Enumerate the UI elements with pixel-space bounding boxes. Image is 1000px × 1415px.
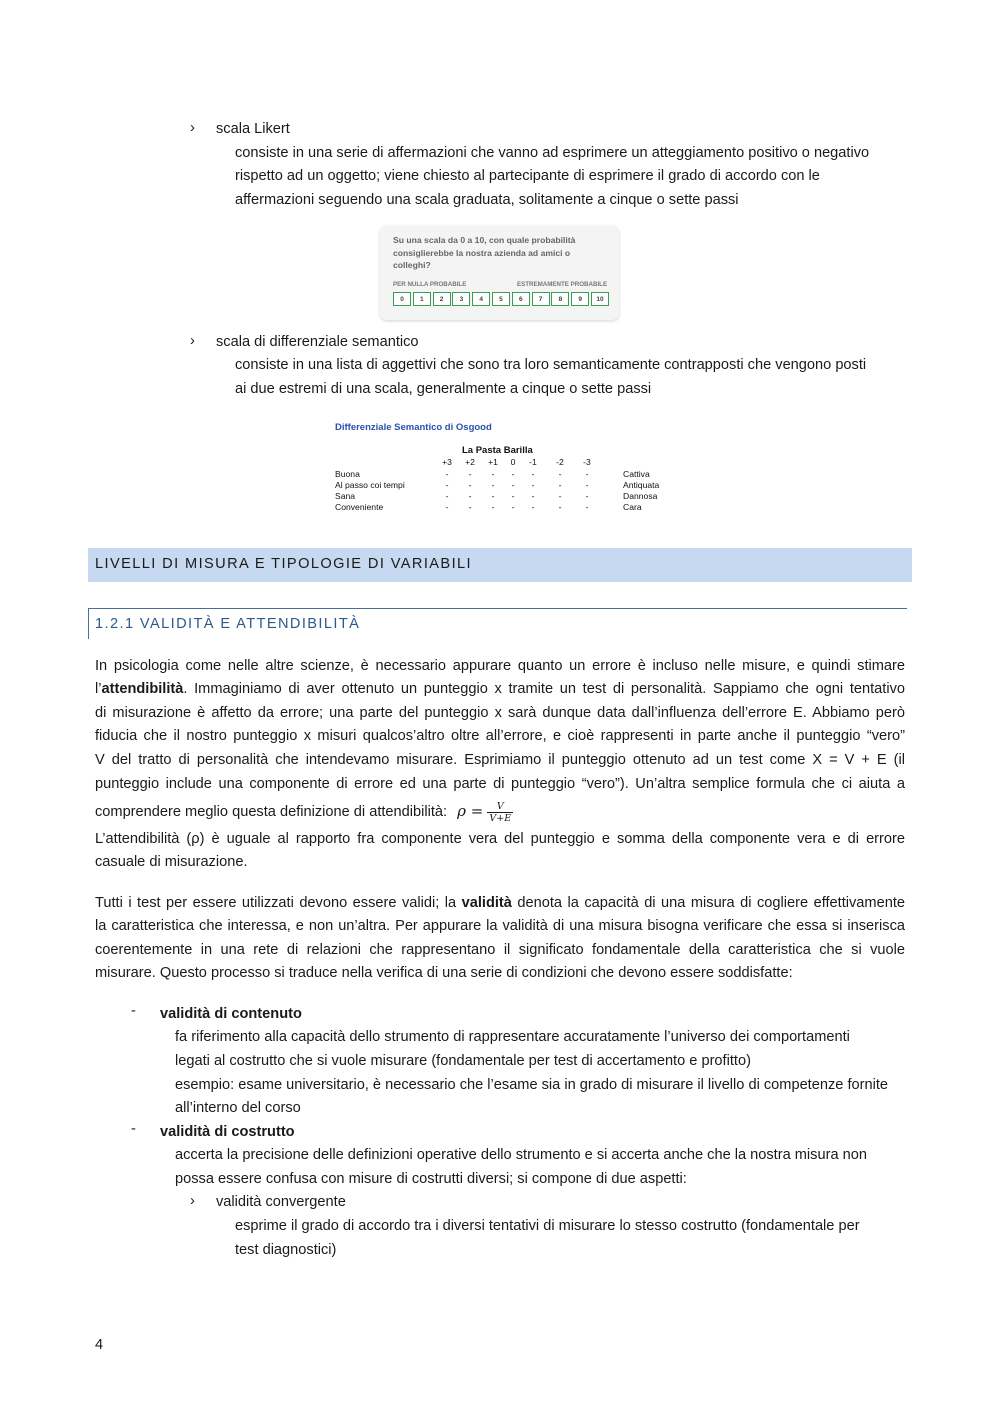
bullet-content: - (131, 1003, 136, 1019)
osgood-scale-label: 0 (510, 457, 516, 467)
osgood-left-adjective: Sana (335, 491, 356, 501)
osgood-scale-point: - (491, 491, 495, 501)
osgood-scale-point: - (468, 502, 472, 512)
likert-scale-cell: 0 (393, 292, 411, 306)
osgood-scale-point: - (491, 502, 495, 512)
osgood-scale-point: - (511, 480, 515, 490)
osgood-scale-point: - (531, 491, 535, 501)
osgood-figure (335, 422, 675, 517)
subsection-heading: 1.2.1 VALIDITÀ E ATTENDIBILITÀ (95, 616, 361, 632)
osgood-scale-label: +1 (488, 457, 498, 467)
likert-scale-cell: 9 (571, 292, 589, 306)
osgood-scale-point: - (531, 502, 535, 512)
osgood-title: Differenziale Semantico di Osgood (335, 422, 492, 433)
osgood-scale-label: -2 (556, 457, 564, 467)
para1-line-9: casuale di misurazione. (95, 854, 248, 870)
osgood-scale-point: - (491, 469, 495, 479)
likert-figure (380, 226, 619, 320)
para2-line-2: la caratteristica che interessa, e non un’altra. Per appurare la validità di una misura bisogna verificare che essa si inserisca (95, 918, 905, 934)
content-line-3: esempio: esame universitario, è necessario che l’esame sia in grado di misurare il livello di competenze fornite (175, 1077, 888, 1093)
content-line-2: legati al costrutto che si vuole misurare (fondamentale per test di accertamento e profitto) (175, 1053, 751, 1069)
para2-l1-pre: Tutti i test per essere utilizzati devono essere validi; la (95, 895, 462, 911)
likert-scale-cell: 5 (492, 292, 510, 306)
bullet-construct: - (131, 1121, 136, 1137)
osgood-left-adjective: Buona (335, 469, 360, 479)
osgood-scale-point: - (445, 480, 449, 490)
osgood-scale-point: - (511, 469, 515, 479)
osgood-scale-point: - (585, 480, 589, 490)
osgood-scale-point: - (468, 491, 472, 501)
para1-line-7 (95, 800, 513, 825)
osgood-scale-point: - (531, 469, 535, 479)
formula-numerator: V (487, 801, 513, 813)
likert-high-label: ESTREMAMENTE PROBABILE (517, 281, 608, 288)
para1-l2-post: . Immaginiamo di aver ottenuto un punteggio x tramite un test di personalità. Sappiamo che ogni tentativo (183, 681, 905, 697)
likert-scale-cell: 10 (591, 292, 609, 306)
osgood-right-adjective: Dannosa (623, 491, 658, 501)
osgood-scale-point: - (558, 491, 562, 501)
para2-l1-post: denota la capacità di una misura di cogliere effettivamente (511, 895, 905, 911)
para1-line-3: di misurazione è affetto da errore; una parte del punteggio x sarà dunque data dall’influenza dell’errore E. Abbiamo però (95, 705, 905, 721)
content-line-1: fa riferimento alla capacità dello strumento di rappresentare accuratamente l’universo dei comportamenti (175, 1029, 850, 1045)
formula-denominator: V+E (489, 812, 512, 824)
osgood-scale-point: - (558, 502, 562, 512)
likert-scale-cell: 4 (472, 292, 490, 306)
osgood-scale-label: +2 (465, 457, 475, 467)
para1-line-4: fiducia che il nostro punteggio x misuri qualcos’altro oltre all’errore, e cioè rappresenti in parte anche il punteggio “vero” (95, 728, 905, 744)
likert-desc-2: rispetto ad un oggetto; viene chiesto al partecipante di esprimere il grado di accordo con le (235, 168, 820, 184)
para1-line-8: L’attendibilità (ρ) è uguale al rapporto fra componente vera del punteggio e somma della componente vera e di errore (95, 831, 905, 847)
osgood-scale-point: - (491, 480, 495, 490)
osgood-scale-point: - (511, 502, 515, 512)
osgood-scale-point: - (558, 469, 562, 479)
content-validity-title: validità di contenuto (160, 1006, 302, 1022)
osgood-scale-point: - (585, 502, 589, 512)
para2-line-1 (95, 892, 905, 916)
osgood-left-adjective: Al passo coi tempi (335, 480, 405, 490)
construct-validity-title: validità di costrutto (160, 1124, 295, 1140)
page-number: 4 (95, 1337, 104, 1353)
likert-scale-cell: 7 (532, 292, 550, 306)
convergent-validity-title: validità convergente (216, 1194, 346, 1210)
subsection-heading-box (88, 608, 907, 639)
validita-term: validità (461, 895, 512, 911)
osgood-scale-point: - (558, 480, 562, 490)
likert-scale-cell: 3 (452, 292, 470, 306)
osgood-scale-label: -3 (583, 457, 591, 467)
likert-scale-cell: 1 (413, 292, 431, 306)
osgood-right-adjective: Antiquata (623, 480, 660, 490)
bullet-convergent: › (190, 1193, 195, 1209)
convergent-line-1: esprime il grado di accordo tra i diversi tentativi di misurare lo stesso costrutto (fondamentale per (235, 1218, 860, 1234)
para1-l7-text: comprendere meglio questa definizione di attendibilità: (95, 804, 448, 820)
section-heading: LIVELLI DI MISURA E TIPOLOGIE DI VARIABILI (95, 556, 472, 572)
likert-desc-1: consiste in una serie di affermazioni che vanno ad esprimere un atteggiamento positivo o negativo (235, 145, 870, 161)
osgood-scale-point: - (531, 480, 535, 490)
likert-scale-cell: 8 (551, 292, 569, 306)
section-heading-bar (88, 548, 912, 582)
para1-l2-pre: l’ (95, 681, 102, 697)
para1-line-5: V del tratto di personalità che intendevamo misurare. Esprimiamo il punteggio ottenuto ad un test come X = V + E (il (95, 752, 905, 768)
osgood-right-adjective: Cattiva (623, 469, 650, 479)
osgood-scale-point: - (511, 491, 515, 501)
likert-title: scala Likert (216, 121, 290, 137)
semantic-desc-2: ai due estremi di una scala, generalmente a cinque o sette passi (235, 381, 652, 397)
attendibilita-term: attendibilità (101, 681, 184, 697)
para1-line-1: In psicologia come nelle altre scienze, è necessario appurare quanto un errore è incluso nelle misure, e quindi stimare (95, 658, 905, 674)
likert-desc-3: affermazioni seguendo una scala graduata, solitamente a cinque o sette passi (235, 192, 739, 208)
osgood-scale-label: -1 (529, 457, 537, 467)
construct-line-1: accerta la precisione delle definizioni operative dello strumento e si accerta anche che la nostra misura non (175, 1147, 867, 1163)
osgood-scale-point: - (445, 491, 449, 501)
likert-scale (393, 292, 611, 306)
osgood-scale-point: - (445, 502, 449, 512)
para2-line-3: coerentemente in una rete di relazioni che rappresentano il significato fondamentale della caratteristica che si vuole (95, 942, 905, 958)
likert-low-label: PER NULLA PROBABILE (393, 281, 467, 288)
semantic-title: scala di differenziale semantico (216, 334, 419, 350)
osgood-scale-point: - (468, 480, 472, 490)
osgood-right-adjective: Cara (623, 502, 642, 512)
osgood-scale-point: - (468, 469, 472, 479)
para1-line-2 (95, 678, 905, 702)
bullet-likert: › (190, 120, 195, 136)
likert-scale-cell: 6 (512, 292, 530, 306)
osgood-scale-point: - (445, 469, 449, 479)
para2-line-4: misurare. Questo processo si traduce nella verifica di una serie di condizioni che devono essere soddisfatte: (95, 965, 793, 981)
content-line-4: all’interno del corso (175, 1100, 301, 1116)
formula-lhs: ρ = (457, 802, 484, 820)
osgood-scale-label: +3 (442, 457, 452, 467)
convergent-line-2: test diagnostici) (235, 1242, 337, 1258)
likert-scale-cell: 2 (433, 292, 451, 306)
likert-question: Su una scala da 0 a 10, con quale probabilità consiglierebbe la nostra azienda ad amici o colleghi? (393, 235, 576, 270)
osgood-subject: La Pasta Barilla (462, 445, 533, 456)
osgood-left-adjective: Conveniente (335, 502, 384, 512)
construct-line-2: possa essere confusa con misure di costrutti diversi; si compone di due aspetti: (175, 1171, 687, 1187)
bullet-semantic: › (190, 333, 195, 349)
semantic-desc-1: consiste in una lista di aggettivi che sono tra loro semanticamente contrapposti che vengono posti (235, 357, 867, 373)
para1-line-6: punteggio include una componente di errore ed una parte di punteggio “vero”). Un’altra semplice formula che ci aiuta a (95, 776, 905, 792)
formula-fraction (487, 801, 513, 824)
osgood-scale-point: - (585, 469, 589, 479)
osgood-scale-point: - (585, 491, 589, 501)
